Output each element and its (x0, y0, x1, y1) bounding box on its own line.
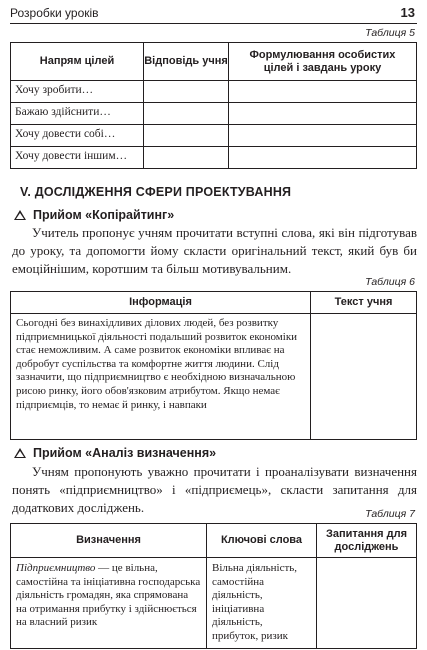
running-head: Розробки уроків (10, 6, 99, 20)
method-description: Учням пропонують уважно прочитати і проаналізувати визначення понять «підприємництво» і «підприємець», скласти запитання для додаткових досліджень. (12, 464, 417, 515)
table6-student-cell (311, 314, 417, 440)
table5-answer-cell (144, 125, 229, 147)
table5-row-label: Бажаю здійснити… (11, 103, 144, 125)
table5-header-goals: Формулювання особистих цілей і завдань уроку (229, 43, 417, 81)
triangle-icon (14, 210, 26, 220)
table7-header-definition: Визначення (11, 524, 207, 558)
table5-goal-cell (229, 125, 417, 147)
copywriting-table (10, 291, 417, 440)
table7-definition-cell (11, 558, 207, 649)
table5-answer-cell (144, 147, 229, 169)
section-heading: V. ДОСЛІДЖЕННЯ СФЕРИ ПРОЕКТУВАННЯ (20, 185, 292, 199)
table-row (11, 147, 417, 169)
method-heading-definition (14, 446, 216, 460)
table5-goal-cell (229, 103, 417, 125)
table6-info-cell: Сьогодні без винахідливих ділових людей, без розвитку підприємницької діяльності подальший розвиток економіки стає неможливим. А саме розвиток економіки впливає на добробут суспільства та комфортне життя людини. Слід зазначити, що підприємництво є необхідною визначальною рисою ринку, його обов'язковим атрибутом. Якщо немає підприємців, то немає й ринку, і навпаки (11, 314, 311, 440)
table7-label: Таблиця 7 (365, 508, 415, 520)
table7-keywords-cell: Вільна діяльність, самостійна діяльність, ініціативна діяльність, прибуток, ризик (207, 558, 317, 649)
page-number: 13 (400, 5, 415, 20)
method-title: Прийом «Копірайтинг» (33, 208, 175, 222)
table-row (11, 314, 417, 440)
method-description: Учитель пропонує учням прочитати вступні слова, які він підготував до уроку, та допомогти йому скласти оригінальний текст, який був би емоційнішим, коротшим та більш мотивувальним. (12, 225, 417, 276)
table5-goal-cell (229, 147, 417, 169)
method-heading-copywriting (14, 208, 174, 222)
table5-row-label: Хочу зробити… (11, 81, 144, 103)
page-header (10, 4, 417, 24)
table5-label: Таблиця 5 (365, 27, 415, 39)
table6-label: Таблиця 6 (365, 276, 415, 288)
table5-row-label: Хочу довести собі… (11, 125, 144, 147)
table7-header-questions: Запитання для досліджень (317, 524, 417, 558)
table5-row-label: Хочу довести іншим… (11, 147, 144, 169)
table5-header-direction: Напрям цілей (11, 43, 144, 81)
table6-header-student-text: Текст учня (311, 292, 417, 314)
definition-term: Підприємництво (16, 562, 96, 574)
definition-table (10, 523, 417, 649)
table5-answer-cell (144, 81, 229, 103)
table5-goal-cell (229, 81, 417, 103)
triangle-icon (14, 448, 26, 458)
table7-questions-cell (317, 558, 417, 649)
table5-answer-cell (144, 103, 229, 125)
goals-table (10, 42, 417, 169)
table-row (11, 558, 417, 649)
definition-text: — це вільна, самостійна та ініціативна господарська діяльність громадян, яка спрямована на отримання прибутку і здійснюється на власний ризик (16, 562, 201, 629)
table-row (11, 125, 417, 147)
table6-header-info: Інформація (11, 292, 311, 314)
table-row (11, 103, 417, 125)
table7-header-keywords: Ключові слова (207, 524, 317, 558)
table5-header-answer: Відповідь учня (144, 43, 229, 81)
method-title: Прийом «Аналіз визначення» (33, 446, 217, 460)
table-row (11, 81, 417, 103)
